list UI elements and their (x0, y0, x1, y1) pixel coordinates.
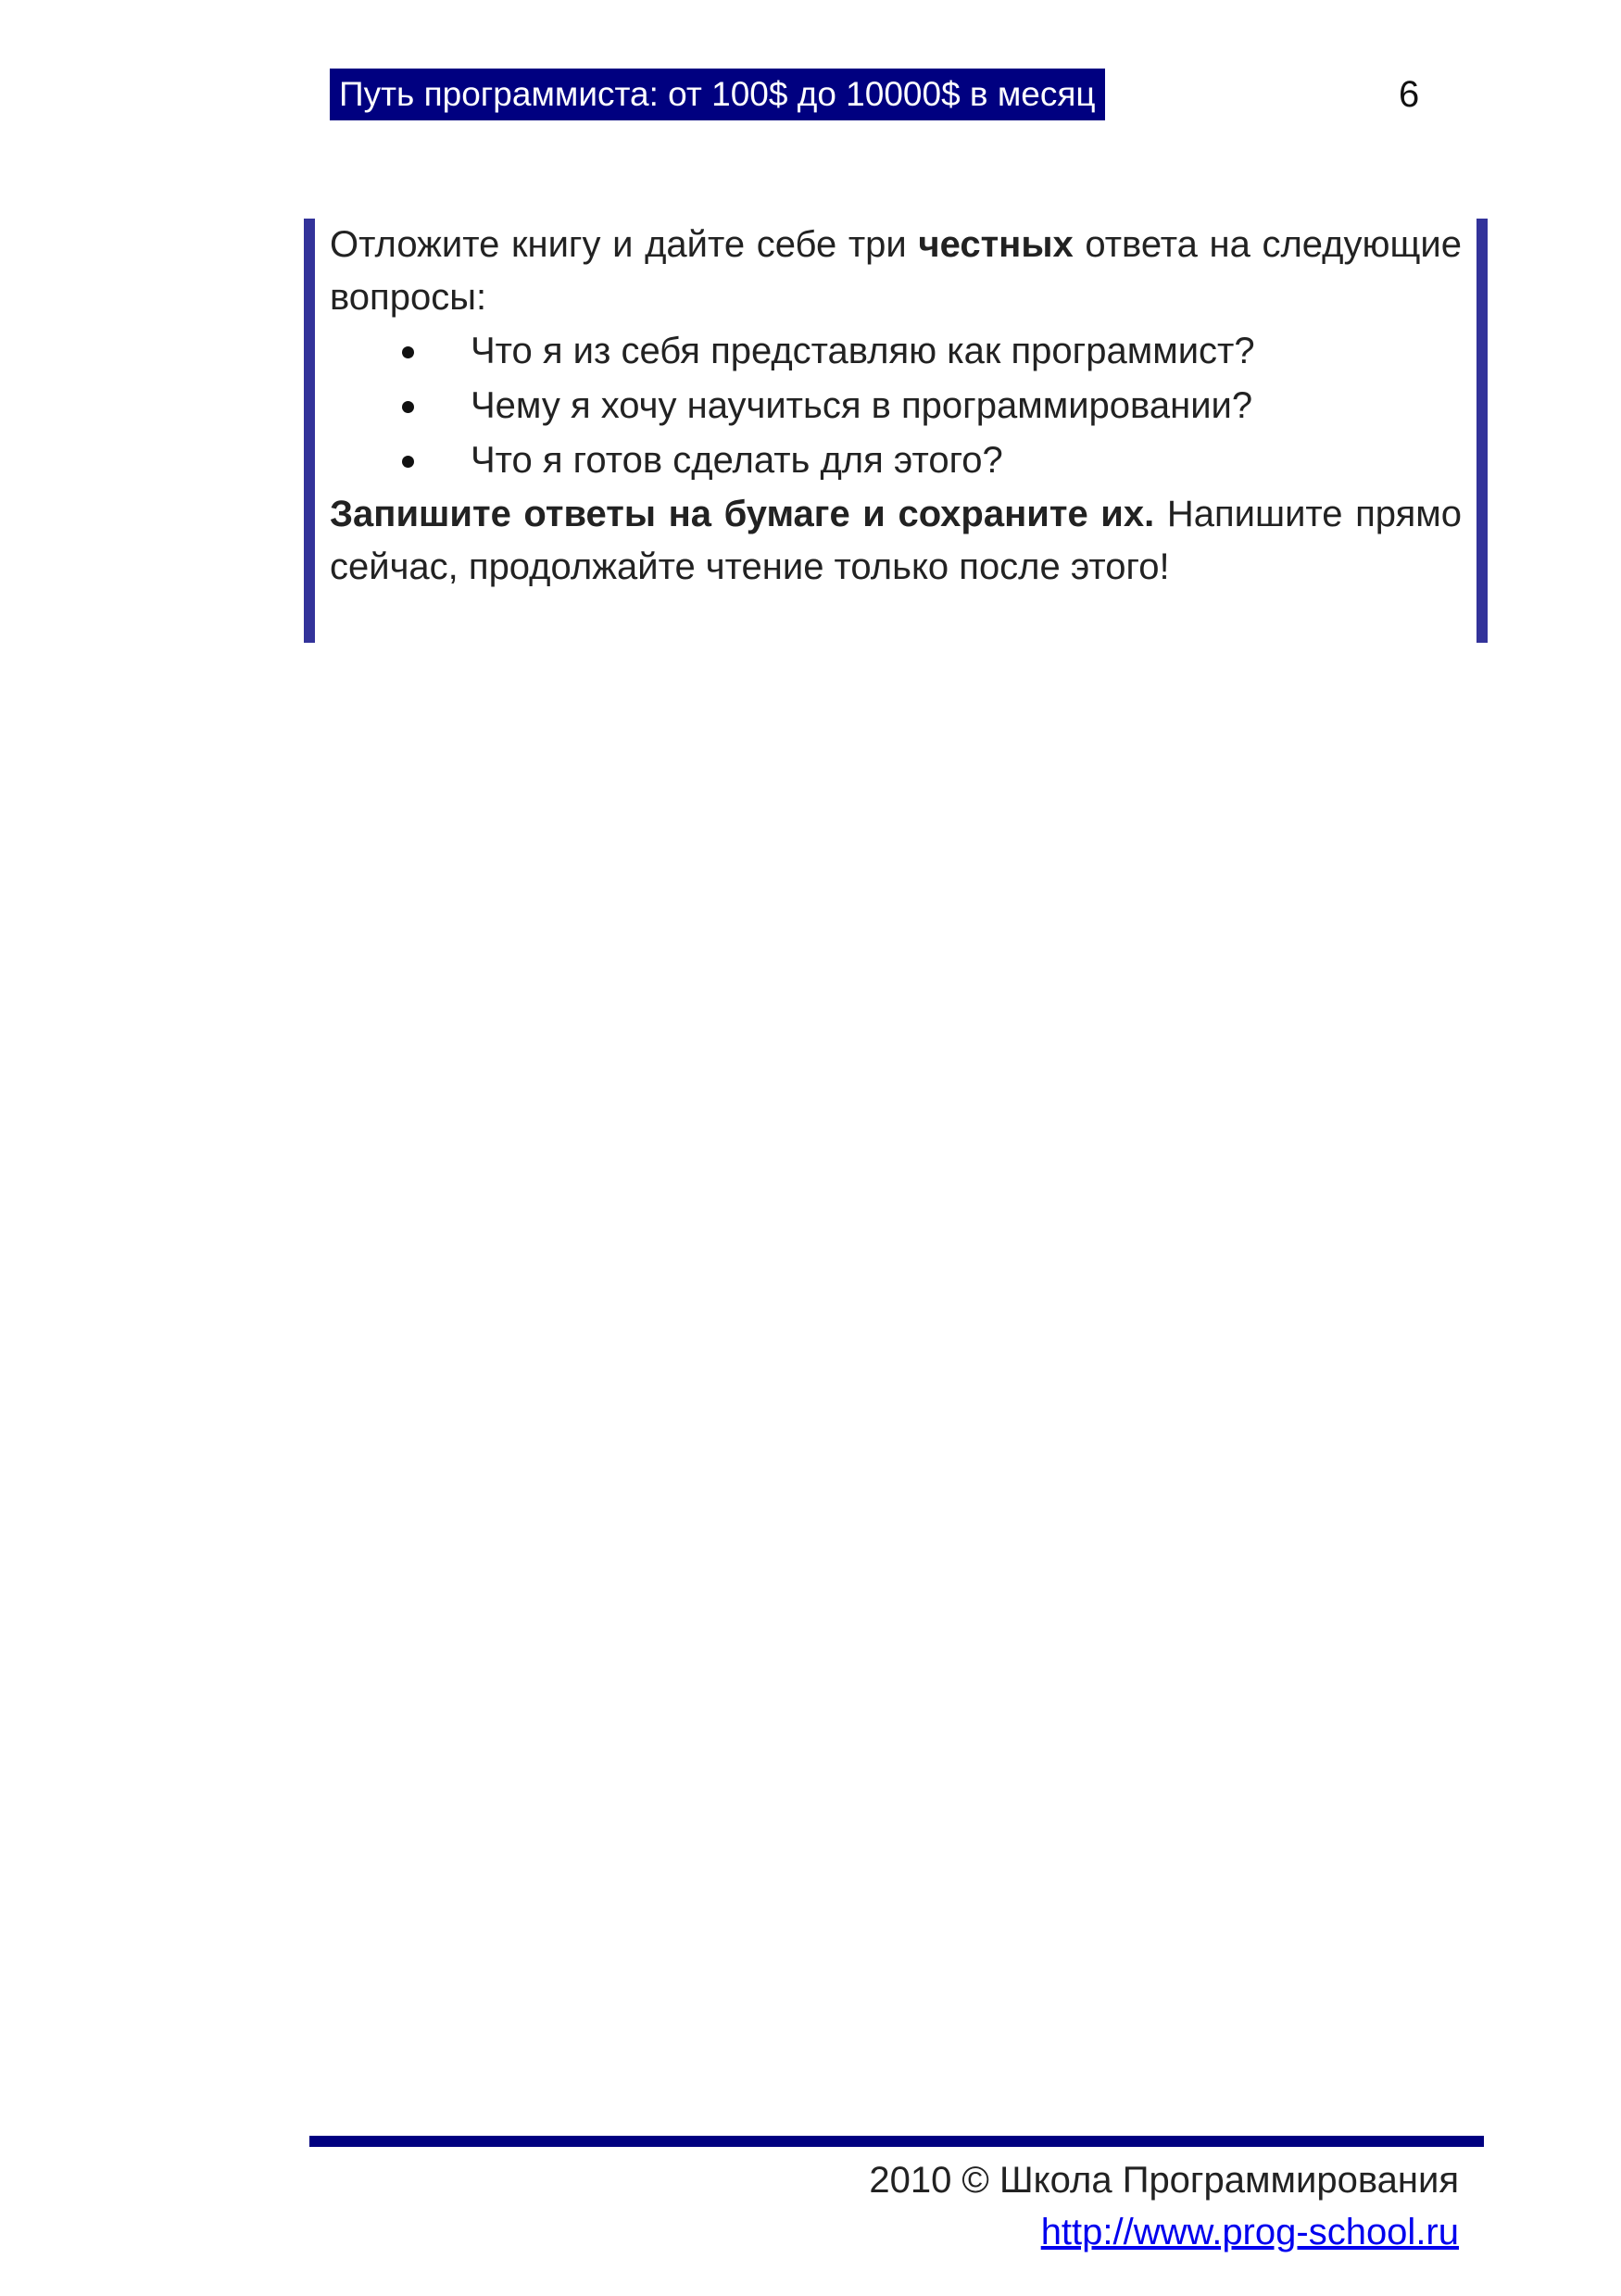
question-text: Чему я хочу научиться в программировании? (471, 385, 1253, 426)
page-number: 6 (1399, 74, 1420, 115)
footer-website-link[interactable]: http://www.prog-school.ru (1040, 2212, 1459, 2252)
running-header-title: Путь программиста: от 100$ до 10000$ в месяц (330, 69, 1105, 120)
instruction-emphasis: Запишите ответы на бумаге и сохраните их. (330, 494, 1155, 534)
exercise-callout-box (304, 219, 1488, 643)
intro-text-start: Отложите книгу и дайте себе три (330, 224, 919, 265)
list-item (330, 379, 1462, 433)
callout-left-border (304, 219, 315, 643)
bullet-icon (402, 401, 414, 413)
footer-copyright: 2010 © Школа Программирования (869, 2160, 1459, 2201)
list-item (330, 324, 1462, 379)
callout-right-border (1476, 219, 1488, 643)
bullet-icon (402, 346, 414, 358)
instruction-paragraph (330, 488, 1462, 594)
list-item (330, 433, 1462, 488)
intro-text-end: ответа на следующие вопросы: (330, 224, 1462, 318)
callout-body (330, 219, 1462, 594)
instruction-text: Напишите прямо сейчас, продолжайте чтение только после этого! (330, 494, 1463, 587)
bullet-icon (402, 456, 414, 468)
questions-list (330, 324, 1462, 488)
question-text: Что я из себя представляю как программист? (471, 331, 1255, 371)
footer-rule (309, 2136, 1484, 2147)
question-text: Что я готов сделать для этого? (471, 440, 1003, 481)
intro-paragraph (330, 219, 1462, 324)
intro-emphasis: честных (918, 224, 1074, 265)
